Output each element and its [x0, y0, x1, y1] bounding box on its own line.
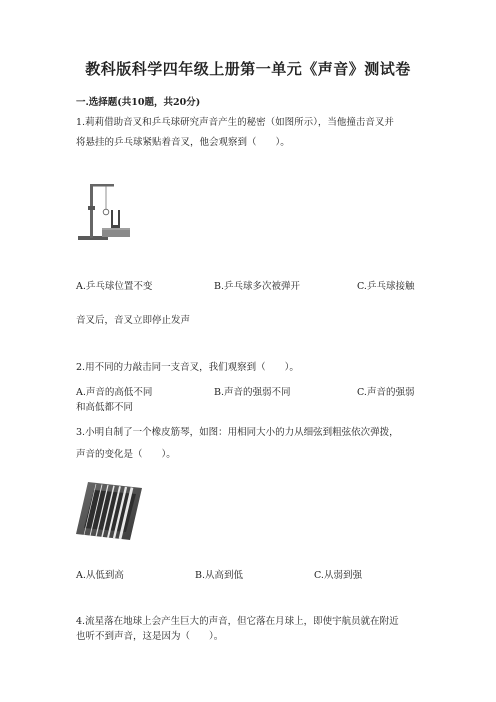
q2-option-c-continued: 和高低都不同	[76, 402, 134, 413]
question-1-line-2: 将悬挂的乒乓球紧贴着音叉，他会观察到（ ）。	[76, 137, 290, 148]
question-2-line-1: 2.用不同的力敲击同一支音叉，我们观察到（ ）。	[76, 362, 299, 373]
question-4-line-2: 也听不到声音，这是因为（ ）。	[76, 631, 224, 642]
q1-option-a[interactable]: A.乒乓球位置不变	[76, 281, 153, 292]
q1-option-c-continued: 音叉后，音叉立即停止发声	[76, 315, 191, 326]
q2-option-b[interactable]: B.声音的强弱不同	[214, 387, 291, 398]
q3-option-a[interactable]: A.从低到高	[76, 570, 124, 581]
q3-option-b[interactable]: B.从高到低	[195, 570, 244, 581]
q3-option-c[interactable]: C.从弱到强	[314, 570, 362, 581]
q1-option-c[interactable]: C.乒乓球接触	[357, 281, 415, 292]
q1-option-b[interactable]: B.乒乓球多次被弹开	[214, 281, 301, 292]
q2-option-a[interactable]: A.声音的高低不同	[76, 387, 153, 398]
section-heading: 一.选择题(共10题，共20分)	[76, 97, 201, 108]
question-3-line-1: 3.小明自制了一个橡皮筋琴，如图：用相同大小的力从细弦到粗弦依次弹拨，	[76, 427, 399, 438]
question-1-line-1: 1.莉莉借助音叉和乒乓球研究声音产生的秘密（如图所示），当他撞击音叉并	[76, 117, 394, 128]
q2-option-c[interactable]: C.声音的强弱	[357, 387, 415, 398]
question-4-line-1: 4.流星落在地球上会产生巨大的声音，但它落在月球上，即使宇航员就在附近	[76, 616, 399, 627]
tuning-fork-stand-icon	[76, 178, 138, 244]
rubber-band-instrument-icon	[74, 478, 144, 542]
page-title: 教科版科学四年级上册第一单元《声音》测试卷	[85, 60, 411, 78]
question-3-line-2: 声音的变化是（ ）。	[76, 449, 176, 460]
